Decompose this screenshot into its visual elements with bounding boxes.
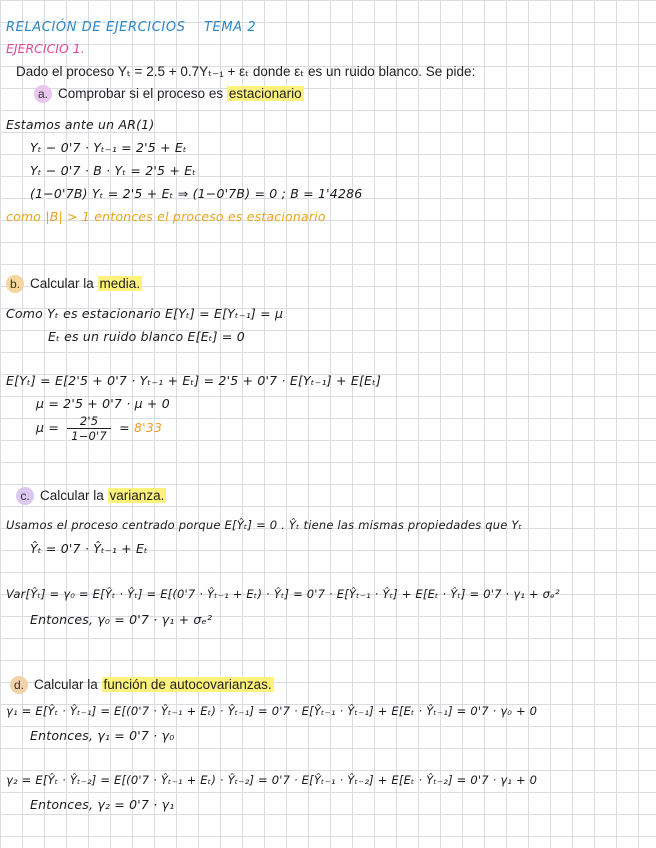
problem-statement: Dado el proceso Yₜ = 2.5 + 0.7Yₜ₋₁ + εₜ donde εₜ es un ruido blanco. Se pide: (16, 64, 476, 79)
mean-result: 8'33 (134, 420, 163, 435)
section-d-line-4: Entonces, γ₂ = 0'7 · γ₁ (30, 797, 175, 812)
section-a-highlight: estacionario (228, 86, 302, 101)
section-c-heading (16, 487, 166, 505)
exercise-label: EJERCICIO 1. (6, 41, 85, 56)
section-b-bullet: b. (6, 275, 24, 293)
fraction-denominator: 1−0'7 (71, 429, 107, 443)
section-b-line-3: E[Yₜ] = E[2'5 + 0'7 · Yₜ₋₁ + Eₜ] = 2'5 + 0'7 · E[Yₜ₋₁] + E[Eₜ] (6, 373, 382, 388)
section-a-line-4: (1−0'7B) Yₜ = 2'5 + Eₜ ⇒ (1−0'7B) = 0 ; B = 1'4286 (30, 186, 363, 201)
section-c-bullet: c. (16, 487, 34, 505)
section-b-line-2: Eₜ es un ruido blanco E[Eₜ] = 0 (48, 329, 245, 344)
section-c-line-2: Ŷₜ = 0'7 · Ŷₜ₋₁ + Eₜ (30, 541, 148, 556)
section-a-bullet: a. (34, 85, 52, 103)
equals-sign: = (119, 420, 130, 435)
tema-label: TEMA 2 (204, 20, 257, 35)
section-b-line-1: Como Yₜ es estacionario E[Yₜ] = E[Yₜ₋₁] = μ (6, 306, 284, 321)
section-a-line-3: Yₜ − 0'7 · B · Yₜ = 2'5 + Eₜ (30, 163, 197, 178)
section-c-prefix: Calcular la (40, 488, 104, 503)
section-b-line-4: μ = 2'5 + 0'7 · μ + 0 (36, 396, 170, 411)
section-d-bullet: d. (10, 676, 28, 694)
section-a-heading (34, 85, 304, 103)
section-d-heading (10, 676, 274, 694)
document-title: RELACIÓN DE EJERCICIOS (6, 20, 186, 35)
section-a-conclusion: como |B| > 1 entonces el proceso es estacionario (6, 209, 326, 224)
mu-label: μ = (36, 420, 59, 435)
section-b-highlight: media. (99, 276, 141, 291)
mean-fraction (67, 414, 111, 443)
section-c-line-4: Entonces, γ₀ = 0'7 · γ₁ + σₑ² (30, 612, 213, 627)
fraction-numerator: 2'5 (67, 414, 111, 429)
section-c-line-3: Var[Ŷₜ] = γ₀ = E[Ŷₜ · Ŷₜ] = E[(0'7 · Ŷₜ₋₁ + Eₜ) · Ŷₜ] = 0'7 · E[Ŷₜ₋₁ · Ŷₜ] + E[Eₜ · Ŷₜ] = 0'7 · γ₁ + σₑ² (6, 587, 560, 601)
section-c-highlight: varianza. (109, 488, 165, 503)
section-a-line-2: Yₜ − 0'7 · Yₜ₋₁ = 2'5 + Eₜ (30, 140, 187, 155)
section-b-mu-fraction (36, 414, 162, 443)
section-b-prefix: Calcular la (30, 276, 94, 291)
section-c-line-1: Usamos el proceso centrado porque E[Ŷₜ] = 0 . Ŷₜ tiene las mismas propiedades que Yₜ (6, 518, 523, 532)
section-d-line-1: γ₁ = E[Ŷₜ · Ŷₜ₋₁] = E[(0'7 · Ŷₜ₋₁ + Eₜ) · Ŷₜ₋₁] = 0'7 · E[Ŷₜ₋₁ · Ŷₜ₋₁] + E[Eₜ · Ŷₜ₋₁] = 0'7 · γ₀ + 0 (6, 704, 538, 718)
section-a-line-1: Estamos ante un AR(1) (6, 117, 155, 132)
section-b-heading (6, 275, 142, 293)
section-a-prefix: Comprobar si el proceso es (58, 86, 224, 101)
section-d-line-2: Entonces, γ₁ = 0'7 · γ₀ (30, 728, 175, 743)
section-d-highlight: función de autocovarianzas. (103, 677, 272, 692)
section-d-line-3: γ₂ = E[Ŷₜ · Ŷₜ₋₂] = E[(0'7 · Ŷₜ₋₁ + Eₜ) · Ŷₜ₋₂] = 0'7 · E[Ŷₜ₋₁ · Ŷₜ₋₂] + E[Eₜ · Ŷₜ₋₂] = 0'7 · γ₁ + 0 (6, 773, 538, 787)
section-d-prefix: Calcular la (34, 677, 98, 692)
